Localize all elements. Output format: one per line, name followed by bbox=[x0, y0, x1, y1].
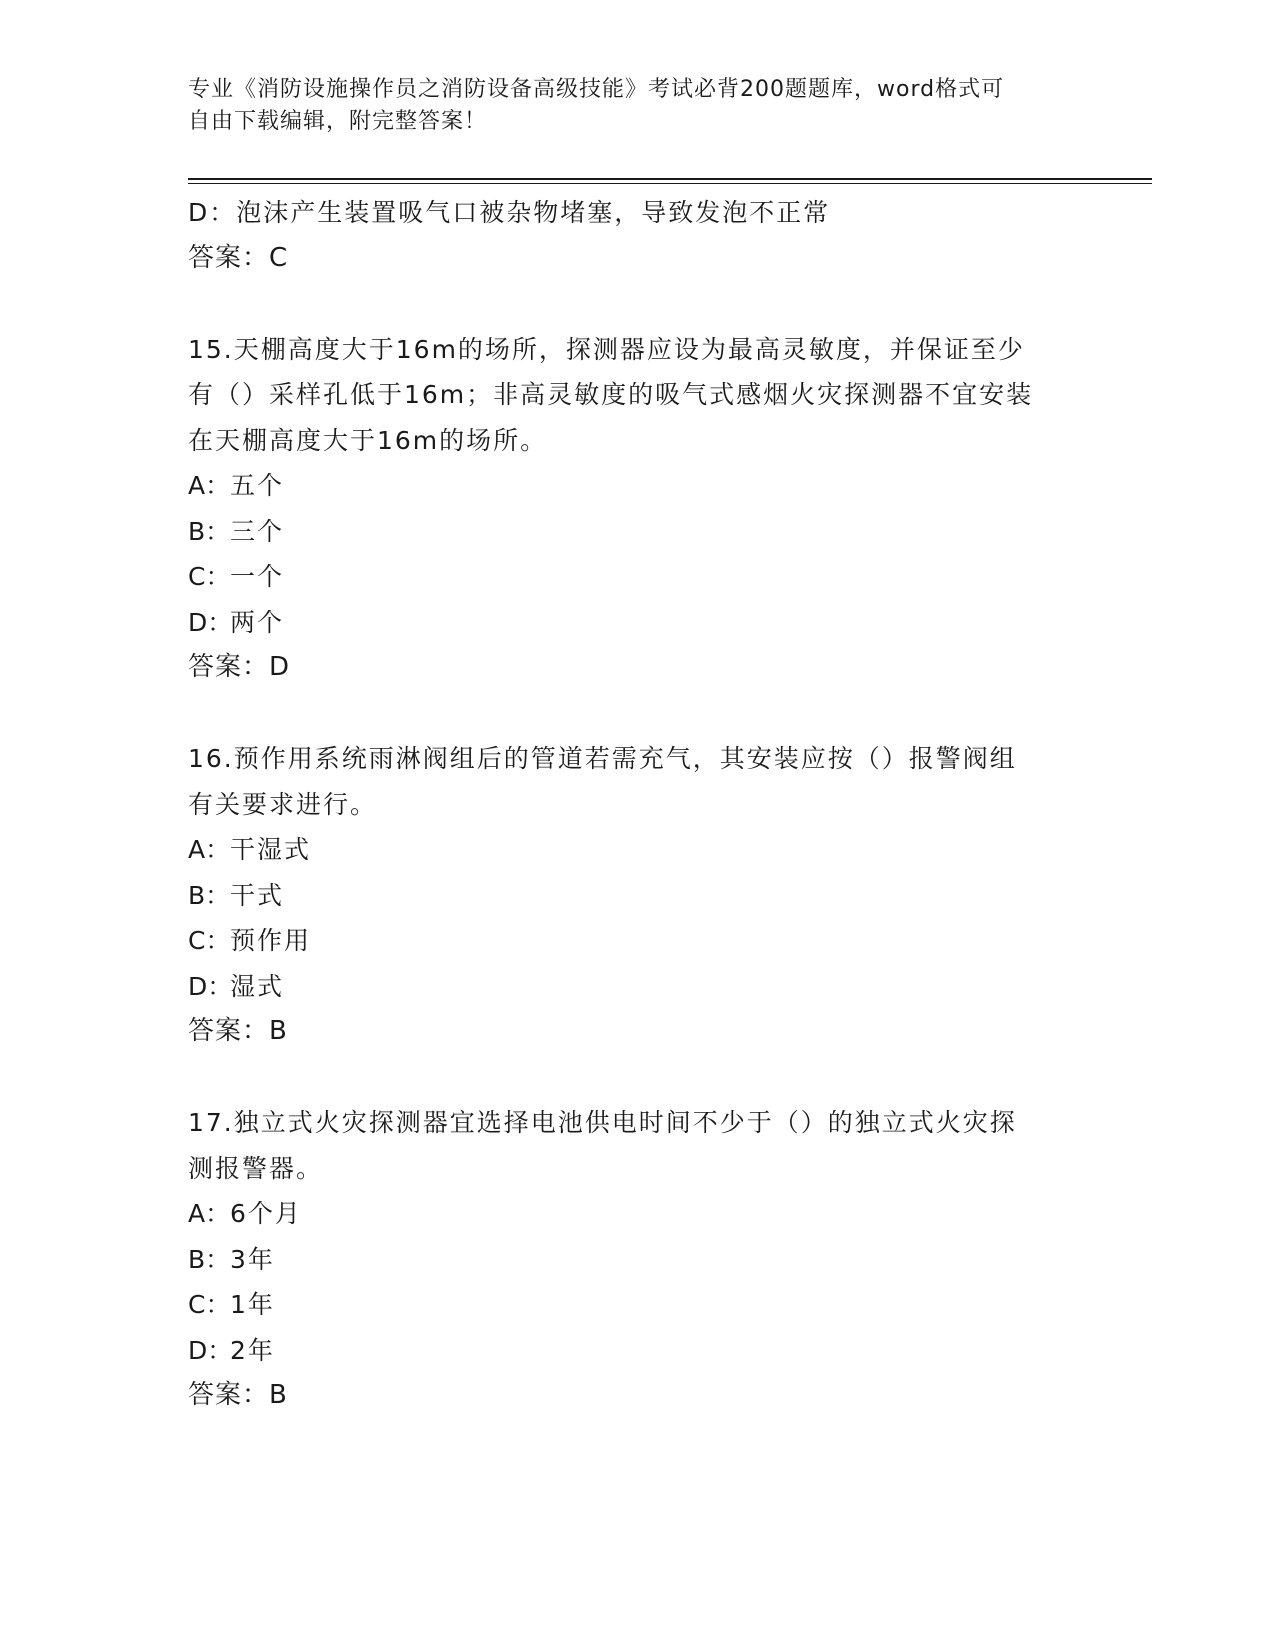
option-d bbox=[188, 1328, 1088, 1374]
option-text: 湿式 bbox=[230, 971, 285, 1001]
option-c bbox=[188, 918, 1088, 964]
question-17 bbox=[188, 1100, 1088, 1419]
option-key: A： bbox=[188, 1199, 231, 1228]
option-text: 两个 bbox=[230, 607, 285, 637]
option-key: C： bbox=[188, 926, 231, 955]
option-key: D： bbox=[188, 1335, 233, 1365]
page-header bbox=[188, 74, 1068, 138]
option-text: 6个月 bbox=[230, 1199, 302, 1228]
option-b bbox=[188, 509, 1088, 555]
spacer bbox=[188, 1055, 1088, 1101]
option-d bbox=[188, 600, 1088, 646]
option-key: D： bbox=[188, 971, 233, 1001]
answer-label: 答案： bbox=[188, 1380, 270, 1410]
question-stem-line: 16.预作用系统雨淋阀组后的管道若需充气，其安装应按（）报警阀组 bbox=[188, 744, 1017, 773]
option-text: 预作用 bbox=[230, 926, 312, 955]
answer-label: 答案： bbox=[188, 652, 270, 682]
option-text: 1年 bbox=[230, 1290, 275, 1319]
option-key: C： bbox=[188, 1290, 231, 1319]
document-body bbox=[188, 190, 1088, 1419]
header-divider-thick bbox=[188, 178, 1152, 180]
option-key: B： bbox=[188, 1244, 231, 1274]
option-text: 干湿式 bbox=[230, 835, 312, 864]
option-text: 2年 bbox=[230, 1335, 275, 1365]
question-stem-line: 17.独立式火灾探测器宜选择电池供电时间不少于（）的独立式火灾探 bbox=[188, 1108, 1017, 1137]
answer-label: 答案： bbox=[188, 242, 270, 273]
answer bbox=[188, 1009, 1088, 1055]
option-key: B： bbox=[188, 880, 231, 910]
answer bbox=[188, 645, 1088, 691]
option-text: 干式 bbox=[230, 880, 285, 910]
prev-answer bbox=[188, 236, 1088, 282]
option-a bbox=[188, 827, 1088, 873]
option-text: 一个 bbox=[230, 562, 285, 591]
question-stem-line: 有关要求进行。 bbox=[188, 789, 378, 819]
question-stem-line: 有（）采样孔低于16m；非高灵敏度的吸气式感烟火灾探测器不宜安装 bbox=[188, 380, 1034, 409]
option-text: 3年 bbox=[230, 1244, 275, 1274]
option-key: C： bbox=[188, 562, 231, 591]
question-stem-line: 15.天棚高度大于16m的场所，探测器应设为最高灵敏度，并保证至少 bbox=[188, 334, 1025, 364]
header-divider-thin bbox=[188, 183, 1152, 184]
question-15 bbox=[188, 327, 1088, 691]
option-text: 三个 bbox=[230, 516, 285, 546]
option-text: 五个 bbox=[230, 471, 285, 500]
option-key: B： bbox=[188, 516, 231, 546]
question-stem-line: 测报警器。 bbox=[188, 1153, 324, 1183]
spacer bbox=[188, 691, 1088, 737]
option-c bbox=[188, 554, 1088, 600]
answer-value: B bbox=[269, 1016, 289, 1046]
option-a bbox=[188, 1191, 1088, 1237]
answer-label: 答案： bbox=[188, 1016, 270, 1046]
question-16 bbox=[188, 736, 1088, 1055]
answer-value: B bbox=[269, 1380, 289, 1410]
option-c bbox=[188, 1282, 1088, 1328]
option-b bbox=[188, 873, 1088, 919]
option-key: D： bbox=[188, 607, 233, 637]
option-key: A： bbox=[188, 835, 231, 864]
option-d bbox=[188, 964, 1088, 1010]
option-b bbox=[188, 1237, 1088, 1283]
option-key: A： bbox=[188, 471, 231, 500]
header-line-2: 自由下载编辑，附完整答案！ bbox=[188, 109, 488, 134]
spacer bbox=[188, 281, 1088, 327]
answer bbox=[188, 1373, 1088, 1419]
question-stem-line: 在天棚高度大于16m的场所。 bbox=[188, 425, 548, 455]
answer-value: D bbox=[269, 652, 292, 682]
prev-option-d: D：泡沫产生装置吸气口被杂物堵塞，导致发泡不正常 bbox=[188, 198, 831, 227]
header-line-1: 专业《消防设施操作员之消防设备高级技能》考试必背200题题库，word格式可 bbox=[188, 77, 1005, 102]
option-a bbox=[188, 463, 1088, 509]
answer-value: C bbox=[269, 242, 290, 273]
